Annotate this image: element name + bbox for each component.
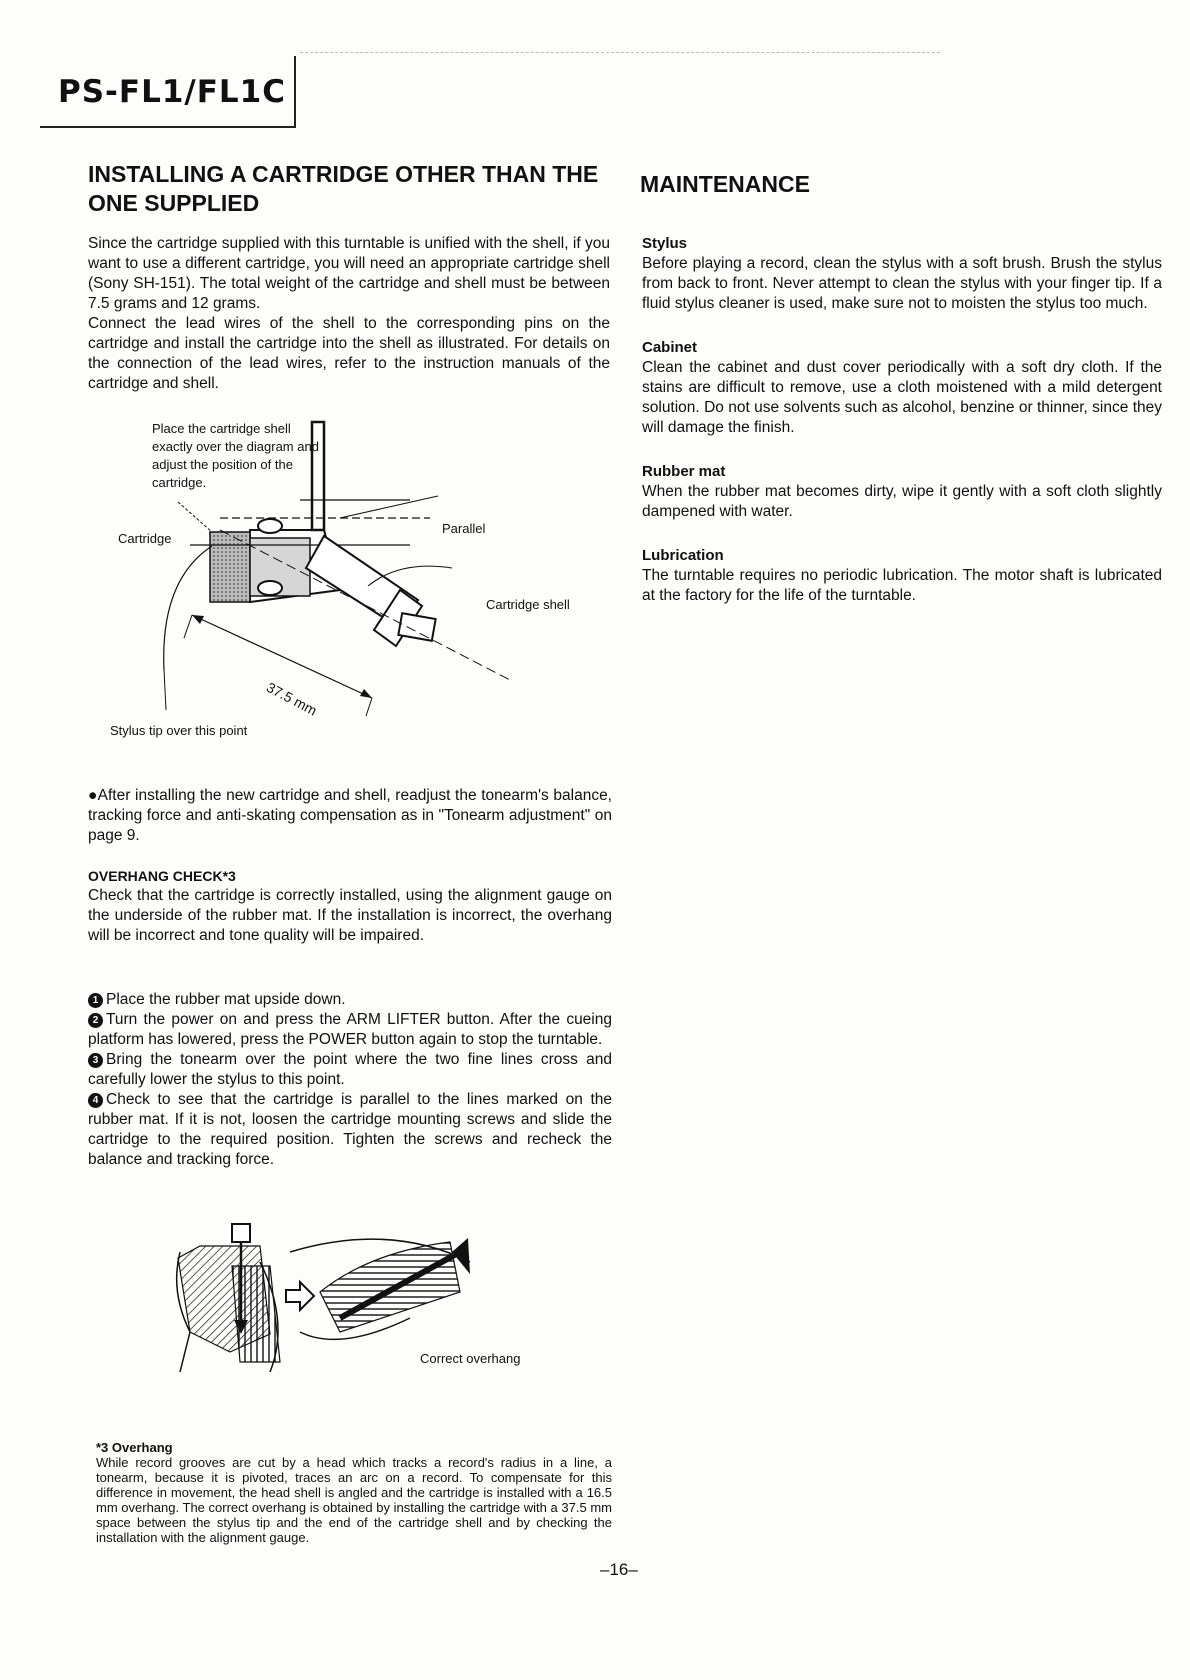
cabinet-heading: Cabinet: [642, 339, 698, 356]
overhang-drawing: [170, 1222, 610, 1372]
step-1: 1 Place the rubber mat upside down.: [88, 990, 612, 1010]
intro-paragraph-1: Since the cartridge supplied with this turntable is unified with the shell, if you want to use a different cartridge, you will need an appropriate cartridge shell (Sony SH-151). The total weight of the cartridge and shell must be between 7.5 grams and 12 grams.: [88, 235, 610, 312]
stylus-heading: Stylus: [642, 235, 688, 252]
model-number: PS-FL1/FL1C: [58, 74, 286, 110]
maintenance-cabinet: [642, 338, 1162, 438]
page-number: –16–: [600, 1560, 638, 1579]
after-install-note: ●After installing the new cartridge and shell, readjust the tonearm's balance, tracking force and anti-skating compensation as in "Tonearm adjustment" on page 9.: [88, 787, 612, 844]
header-rule-horizontal: [40, 126, 296, 128]
intro-paragraph-2: Connect the lead wires of the shell to the corresponding pins on the cartridge and install the cartridge into the shell as illustrated. For details on the connection of the lead wires, refer to the instruction manuals of the cartridge and shell.: [88, 315, 610, 392]
top-dotted-line: [300, 52, 940, 53]
maintenance-stylus: [642, 234, 1162, 314]
overhang-check-paragraph: Check that the cartridge is correctly installed, using the alignment gauge on the underside of the rubber mat. If the installation is incorrect, the overhang will be incorrect and tone quality will be impaired.: [88, 887, 612, 944]
maintenance-title: MAINTENANCE: [640, 171, 810, 197]
correct-overhang-label: Correct overhang: [420, 1351, 521, 1366]
cartridge-alignment-diagram: [100, 410, 620, 760]
label-cartridge: Cartridge: [118, 531, 172, 546]
rubber-mat-heading: Rubber mat: [642, 463, 726, 480]
label-parallel: Parallel: [442, 521, 486, 536]
label-stylus-tip: Stylus tip over this point: [110, 723, 248, 738]
overhang-diagram: [170, 1222, 610, 1372]
maintenance-rubber-mat: [642, 462, 1162, 522]
left-section-title: INSTALLING A CARTRIDGE OTHER THAN THE ONE SUPPLIED: [88, 161, 599, 216]
step-3: 3 Bring the tonearm over the point where the two fine lines cross and carefully lower the stylus to this point.: [88, 1051, 612, 1088]
step-4: 4 Check to see that the cartridge is parallel to the lines marked on the rubber mat. If it is not, loosen the cartridge mounting screws and slide the cartridge to the required position. Tighten the screws and recheck the balance and tracking force.: [88, 1091, 612, 1168]
maintenance-sections: [642, 234, 1162, 606]
cartridge-shell-drawing: [100, 410, 620, 760]
stylus-text: Before playing a record, clean the stylus with a soft brush. Brush the stylus from back to front. Never attempt to clean the stylus with your finger tip. If a fluid stylus cleaner is used, make sure not to moisten the stylus too much.: [642, 255, 1162, 312]
step-number: 3: [88, 1053, 103, 1068]
footnote-heading: *3 Overhang: [96, 1440, 173, 1455]
maintenance-lubrication: [642, 546, 1162, 606]
step-number: 2: [88, 1013, 103, 1028]
overhang-steps: [88, 990, 612, 1170]
overhang-check-heading: OVERHANG CHECK*3: [88, 868, 236, 884]
step-number: 1: [88, 993, 103, 1008]
label-dimension: 37.5 mm: [264, 678, 320, 719]
step-2: 2 Turn the power on and press the ARM LIFTER button. After the cueing platform has lowered, press the POWER button again to stop the turntable.: [88, 1011, 612, 1048]
step-number: 4: [88, 1093, 103, 1108]
label-cartridge-shell: Cartridge shell: [486, 597, 570, 612]
intro-block: [88, 234, 610, 394]
diagram-note: Place the cartridge shell exactly over the diagram and adjust the position of the cartridge.: [152, 421, 319, 490]
footnote: [96, 1440, 612, 1545]
rubber-mat-text: When the rubber mat becomes dirty, wipe it gently with a soft cloth slightly dampened with water.: [642, 483, 1162, 520]
header-rule-vertical: [294, 56, 296, 128]
lubrication-heading: Lubrication: [642, 547, 724, 564]
lubrication-text: The turntable requires no periodic lubrication. The motor shaft is lubricated at the factory for the life of the turntable.: [642, 567, 1162, 604]
cabinet-text: Clean the cabinet and dust cover periodically with a soft dry cloth. If the stains are difficult to remove, use a cloth moistened with a mild detergent solution. Do not use solvents such as alcohol, benzine or thinner, since they will damage the finish.: [642, 359, 1162, 436]
footnote-text: While record grooves are cut by a head which tracks a record's radius in a line, a tonearm, because it is pivoted, traces an arc on a record. To compensate for this difference in movement, the head shell is angled and the cartridge is installed with a 16.5 mm overhang. The correct overhang is obtained by installing the cartridge with a 37.5 mm space between the stylus tip and the end of the cartridge shell and by checking the installation with the alignment gauge.: [96, 1455, 612, 1545]
